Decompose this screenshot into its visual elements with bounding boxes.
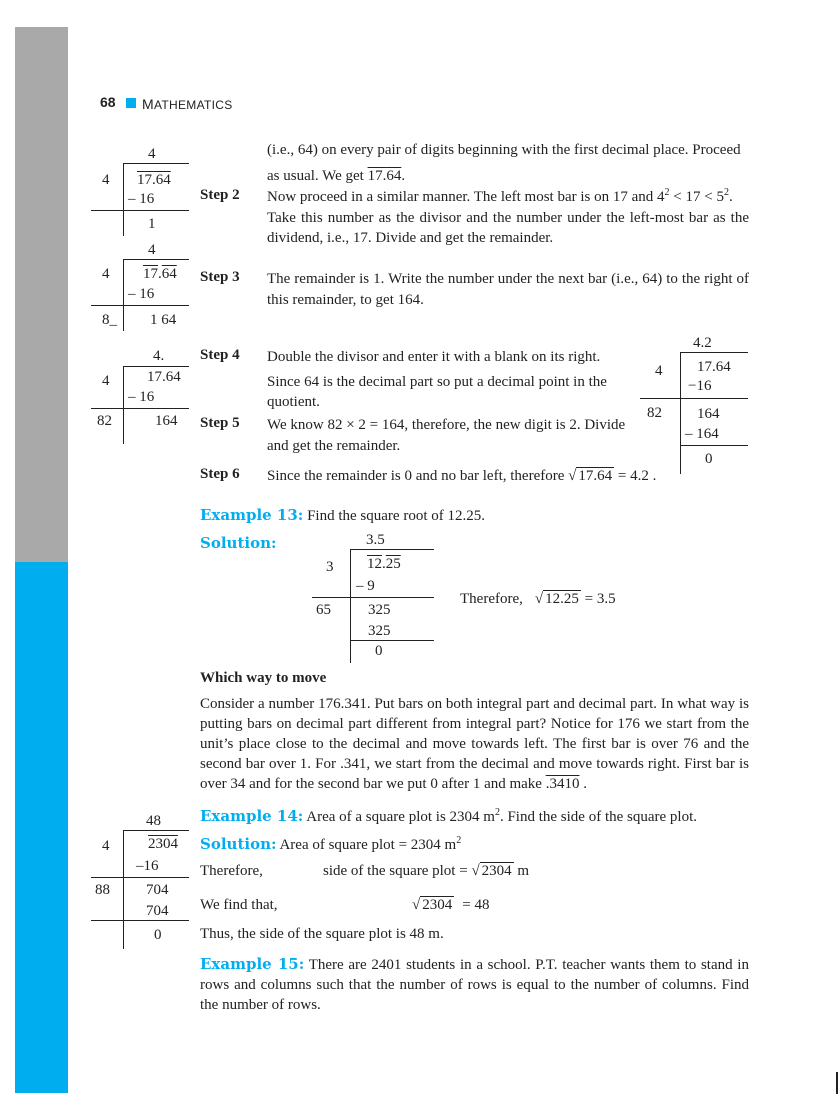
example-14-text-prefix: Area of a square plot is 2304 m: [303, 809, 495, 825]
example-15-label: Example 15:: [200, 955, 305, 973]
example-13-dividend-bar-2: 25: [385, 556, 401, 572]
division-2-dividend-bar-1: 17: [143, 266, 158, 282]
which-way-bar-number: .3410: [545, 776, 580, 792]
step-1-bar-17: 17.: [367, 167, 387, 184]
step-2-line-1: [267, 187, 749, 208]
example-13-lower-bracket: [350, 597, 351, 663]
division-4-subtract: −16: [688, 378, 712, 394]
division-1-top-line: [123, 163, 189, 164]
example-13-subtract: – 9: [356, 578, 375, 594]
division-2-mid-line: [91, 305, 189, 306]
page-number: 68: [100, 94, 116, 110]
example-14-sup: 2: [494, 807, 500, 818]
header-square-icon: [126, 98, 136, 108]
example-13-therefore: [460, 589, 616, 609]
example-14-solution: [200, 834, 461, 855]
example-14-thus: Thus, the side of the square plot is 48 m.: [200, 926, 444, 942]
division-3-left: 82: [97, 413, 112, 429]
division-4-bring-down: 164: [697, 406, 720, 422]
example-13-remainder: 0: [375, 643, 383, 659]
step-2-line-1-mid: < 17 < 5: [669, 189, 724, 205]
step-3-text: The remainder is 1. Write the number under the next bar (i.e., 64) to the right of this remainder, to get 164.: [267, 271, 749, 308]
division-2-dividend-dot: .: [158, 266, 162, 282]
division-2-lower-bracket: [123, 305, 124, 331]
example-13-quotient: 3.5: [366, 532, 385, 548]
division-4-subtract-2: – 164: [685, 426, 719, 442]
step-1-continuation: [267, 140, 749, 186]
step-1-line-2-prefix: as usual. We get: [267, 167, 368, 184]
example-14-label: Example 14:: [200, 807, 304, 825]
example-13-label: Example 13:: [200, 506, 304, 524]
example-13-subtract-2: 325: [368, 623, 391, 639]
example-13-divisor: 3: [326, 559, 334, 575]
division-2-top-line: [123, 259, 189, 260]
division-4-mid-line: [640, 398, 748, 399]
division-4-left: 82: [647, 405, 662, 421]
step-4-line-1: Double the divisor and enter it with a blank on its right.: [267, 349, 601, 365]
example-14-bottom-line: [91, 920, 189, 921]
example-13-therefore-label: Therefore,: [460, 591, 523, 607]
example-14-top-line: [123, 830, 189, 831]
division-2-dividend-bar-2: 64: [161, 266, 177, 282]
division-4-bottom-line: [680, 445, 748, 446]
running-head-initial: M: [142, 96, 154, 112]
step-6-label: Step 6: [200, 466, 240, 482]
division-1-bracket: [123, 163, 124, 210]
division-1-quotient: 4: [148, 146, 156, 162]
example-14-bracket: [123, 830, 124, 877]
step-1-line-2: [267, 166, 749, 187]
division-1-mid-line: [91, 210, 189, 211]
example-15-text: There are 2401 students in a school. P.T. teacher wants them to stand in rows and columns such that the number of rows is equal to the number of columns. Find the number of rows.: [200, 957, 749, 1013]
example-14-solution-label: Solution:: [200, 835, 277, 853]
example-14-dividend: 2304: [148, 836, 178, 852]
example-13-text: Find the square root of 12.25.: [303, 508, 485, 524]
step-4-label: Step 4: [200, 347, 240, 363]
example-14-solution-text: Area of square plot = 2304 m: [276, 837, 457, 853]
step-4-text: [267, 347, 627, 413]
division-2-left: 8_: [102, 312, 117, 328]
division-4-lower-bracket: [680, 398, 681, 474]
example-13-left: 65: [316, 602, 331, 618]
example-13-top-line: [350, 549, 434, 550]
example-14-mid-line: [91, 877, 189, 878]
example-13-bring-down: 325: [368, 602, 391, 618]
example-14-solution-sup: 2: [456, 835, 462, 846]
step-3-label: Step 3: [200, 269, 240, 285]
page-edge-mark: [836, 1072, 838, 1094]
example-14-quotient: 48: [146, 813, 161, 829]
example-13-bottom-line: [350, 640, 434, 641]
which-way-paragraph: [200, 694, 749, 794]
division-3-mid-line: [91, 408, 189, 409]
example-14-bring-down: 704: [146, 882, 169, 898]
division-2-dividend: [143, 264, 177, 284]
step-1-bar-64: 64: [386, 167, 402, 184]
division-4-top-line: [680, 352, 748, 353]
which-way-heading: Which way to move: [200, 670, 327, 686]
step-6-text: [267, 466, 656, 486]
step-2-rest: Take this number as the divisor and the number under the left-most bar as the dividend, i.e., 17. Divide and get the remainder.: [267, 209, 749, 246]
division-3-bracket: [123, 366, 124, 409]
which-way-text-end: .: [579, 776, 587, 792]
step-5-text: We know 82 × 2 = 164, therefore, the new digit is 2. Divide and get the remainder.: [267, 417, 626, 454]
example-14-sqrt: √ 2304: [471, 863, 512, 879]
division-2-subtract: – 16: [128, 286, 155, 302]
division-4-remainder: 0: [705, 451, 713, 467]
example-13-result: = 3.5: [580, 591, 616, 607]
step-6-prefix: Since the remainder is 0 and no bar left, therefore: [267, 468, 569, 484]
division-3-dividend: 17.64: [147, 369, 181, 385]
example-14-remainder: 0: [154, 927, 162, 943]
step-2-line-1-prefix: Now proceed in a similar manner. The left most bar is on 17 and 4: [267, 189, 665, 205]
example-14-side: [323, 861, 529, 881]
step-4-rest: Since 64 is the decimal part so put a decimal point in the quotient.: [267, 373, 607, 410]
division-4-dividend: 17.64: [697, 359, 731, 375]
division-2-quotient: 4: [148, 242, 156, 258]
example-13-solution-label: Solution:: [200, 534, 277, 552]
example-14-therefore: Therefore,: [200, 863, 263, 879]
step-2-line-1-end: .: [728, 189, 733, 205]
division-1-dividend: 17.64: [137, 172, 171, 188]
example-15: [200, 954, 749, 1015]
step-2-sup-a: 2: [664, 187, 670, 198]
step-6-result: = 4.2 .: [614, 468, 657, 484]
division-4-quotient: 4.2: [693, 335, 712, 351]
sidebar-band-blue: [15, 562, 68, 1093]
division-2-bracket: [123, 259, 124, 305]
division-1-remainder: 1: [148, 216, 156, 232]
division-3-quotient: 4.: [153, 348, 165, 364]
example-14-lower-bracket: [123, 877, 124, 949]
division-3-bring-down: 164: [155, 413, 178, 429]
division-3-lower-bracket: [123, 408, 124, 444]
example-14-find-sqrt: √ 2304: [412, 897, 453, 913]
running-head-rest: ATHEMATICS: [153, 98, 233, 112]
sidebar-band-gray: [15, 27, 68, 562]
example-13-dividend-dot: .: [382, 556, 386, 572]
division-3-divisor: 4: [102, 373, 110, 389]
step-5-label: Step 5: [200, 415, 240, 431]
example-14-left: 88: [95, 882, 110, 898]
example-14-subtract-2: 704: [146, 903, 169, 919]
step-1-line-1: (i.e., 64) on every pair of digits beginning with the first decimal place. Proceed: [267, 142, 741, 158]
step-2-label: Step 2: [200, 187, 240, 203]
example-13-mid-line: [312, 597, 434, 598]
example-13-dividend: [367, 554, 401, 574]
division-3-subtract: – 16: [128, 389, 155, 405]
division-1-lower-bracket: [123, 210, 124, 236]
example-14-we-find: We find that,: [200, 897, 278, 913]
example-14-find: [412, 895, 489, 915]
example-14-subtract: –16: [136, 858, 159, 874]
example-14-unit: m: [513, 863, 530, 879]
division-1-divisor: 4: [102, 172, 110, 188]
example-14: [200, 806, 697, 827]
example-13-radicand: 12.25: [545, 591, 579, 607]
example-13: [200, 505, 485, 526]
example-14-find-radicand: 2304: [422, 897, 453, 913]
step-6-sqrt: √ 17.64: [568, 468, 613, 484]
division-4-bracket: [680, 352, 681, 398]
step-1-line-2-suffix: .: [401, 167, 406, 184]
step-2-text: [267, 187, 749, 249]
example-14-side-text: side of the square plot =: [323, 863, 472, 879]
running-head: [142, 96, 233, 112]
division-2-divisor: 4: [102, 266, 110, 282]
step-6-radicand: 17.64: [578, 468, 613, 484]
example-14-text-suffix: . Find the side of the square plot.: [499, 809, 698, 825]
division-4-divisor: 4: [655, 363, 663, 379]
division-2-bring-down: 1 64: [150, 312, 177, 328]
example-14-radicand: 2304: [481, 863, 512, 879]
which-way-text: Consider a number 176.341. Put bars on both integral part and decimal part. In what way is putting bars on decimal part different from integral part? Notice for 176 we start from the unit’s place close to the decimal and move towards left. The first bar is over 76 and the second bar over 1. For .341, we start from the decimal and move towards right. First bar is over 34 and for the second bar we put 0 after 1 and make: [200, 696, 749, 792]
example-14-find-result: = 48: [462, 897, 490, 913]
example-13-dividend-bar-1: 12: [367, 556, 382, 572]
step-2-sup-b: 2: [723, 187, 729, 198]
example-13-bracket: [350, 549, 351, 597]
division-1-subtract: – 16: [128, 191, 155, 207]
example-13-sqrt: √ 12.25: [534, 591, 579, 607]
example-14-divisor: 4: [102, 838, 110, 854]
